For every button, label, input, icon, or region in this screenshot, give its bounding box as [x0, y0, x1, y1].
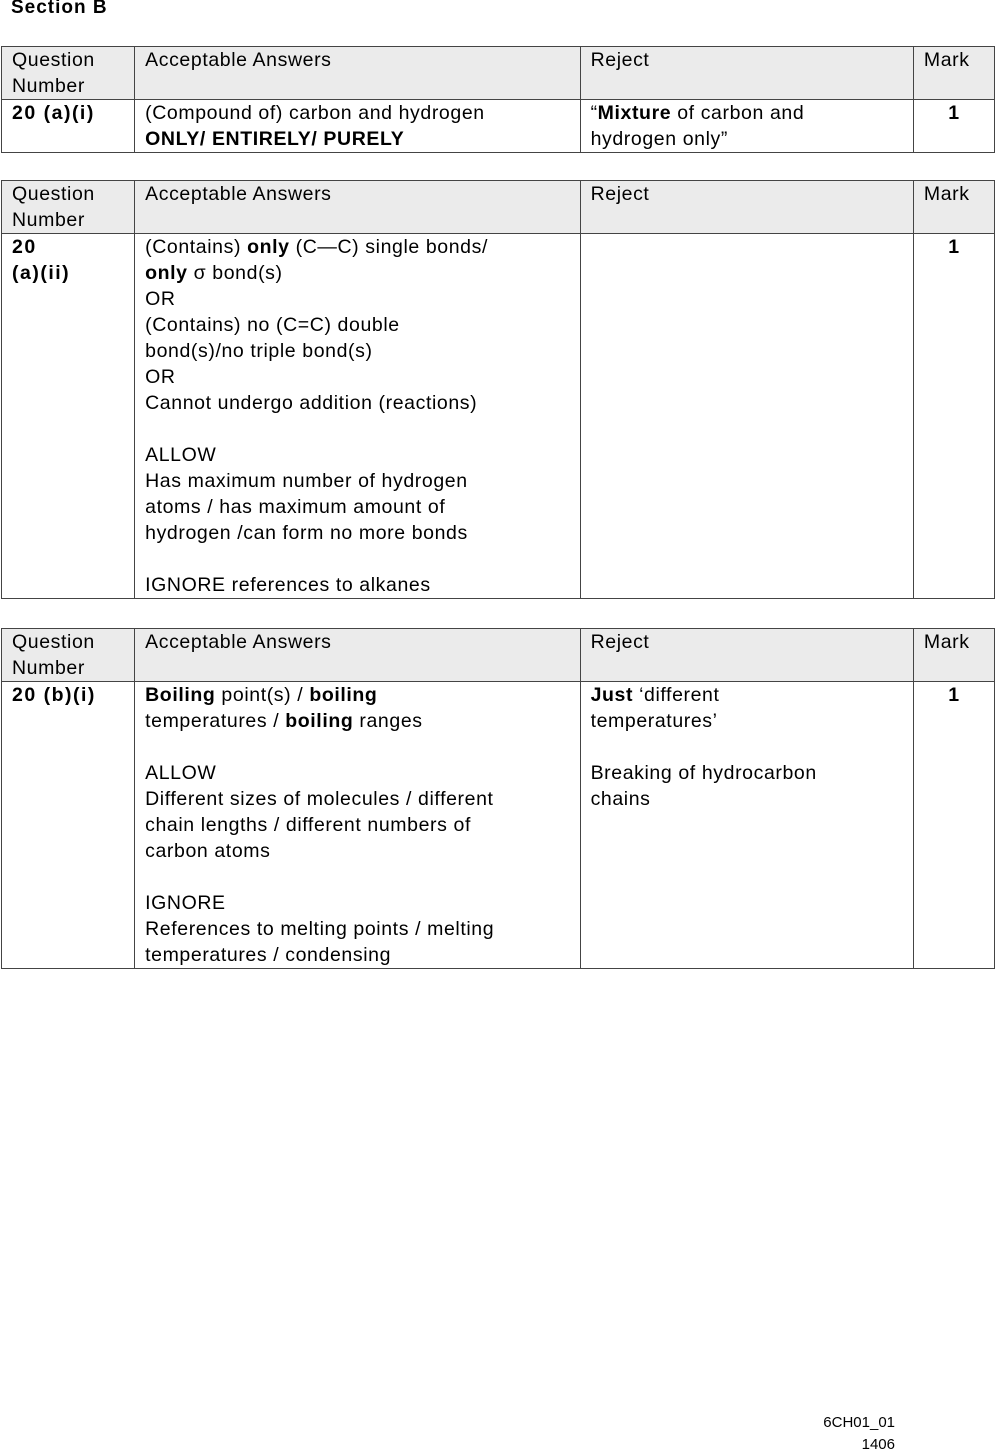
- page-footer: [823, 1412, 895, 1456]
- quote-open: “: [590, 102, 598, 124]
- answer-line: IGNORE: [145, 892, 226, 914]
- mark-scheme-table-20a-ii: [1, 180, 995, 599]
- answer-line: [145, 708, 571, 734]
- answer-line: ONLY/ ENTIRELY/ PURELY: [145, 128, 405, 150]
- section-title: Section B: [11, 0, 108, 18]
- reject-line: [591, 682, 905, 708]
- answer-line: Different sizes of molecules / different: [145, 788, 494, 810]
- answer-line: [145, 234, 571, 260]
- answer-line: bond(s)/no triple bond(s): [145, 340, 373, 362]
- reject-cell: [580, 682, 913, 969]
- answer-line: [145, 734, 571, 760]
- answer-line: [145, 260, 571, 286]
- answer-line: [145, 416, 571, 442]
- header-mark: Mark: [913, 47, 994, 100]
- question-number: [2, 234, 135, 599]
- mark-value: 1: [913, 100, 994, 153]
- answer-text: (Contains): [145, 236, 248, 258]
- header-reject: Reject: [580, 47, 913, 100]
- reject-line: hydrogen only”: [590, 128, 728, 150]
- bold-term: only: [145, 262, 188, 284]
- reject-text: of carbon and: [671, 102, 805, 124]
- bold-term: boiling: [309, 684, 378, 706]
- answer-line: IGNORE references to alkanes: [145, 574, 431, 596]
- acceptable-answers-cell: [135, 234, 580, 599]
- answer-text: ranges: [353, 710, 423, 732]
- header-acceptable-answers: Acceptable Answers: [135, 629, 580, 682]
- header-question-number: Question Number: [2, 181, 135, 234]
- answer-line: atoms / has maximum amount of: [145, 496, 446, 518]
- header-reject: Reject: [580, 629, 913, 682]
- table-row: [2, 100, 995, 153]
- answer-line: hydrogen /can form no more bonds: [145, 522, 468, 544]
- table-header-row: [2, 47, 995, 100]
- answer-line: carbon atoms: [145, 840, 271, 862]
- header-question-number: Question Number: [2, 47, 135, 100]
- bold-term: only: [247, 236, 290, 258]
- mark-value: 1: [913, 234, 994, 599]
- reject-line: Breaking of hydrocarbon: [590, 762, 817, 784]
- answer-line: [145, 682, 571, 708]
- answer-line: (Compound of) carbon and hydrogen: [145, 102, 485, 124]
- reject-line: temperatures’: [590, 710, 718, 732]
- answer-text: point(s) /: [215, 684, 310, 706]
- reject-text: ‘different: [633, 684, 720, 706]
- answer-line: References to melting points / melting: [145, 918, 495, 940]
- question-number-line: 20: [12, 236, 37, 258]
- question-number: 20 (b)(i): [2, 682, 135, 969]
- answer-line: [145, 546, 571, 572]
- mark-scheme-table-20a-i: [1, 46, 995, 153]
- header-question-number: Question Number: [2, 629, 135, 682]
- bold-term: Boiling: [145, 684, 216, 706]
- answer-line: Has maximum number of hydrogen: [145, 470, 468, 492]
- answer-line: ALLOW: [145, 762, 217, 784]
- acceptable-answers-cell: [135, 682, 580, 969]
- reject-cell: [580, 234, 913, 599]
- reject-line: chains: [590, 788, 651, 810]
- reject-line: [591, 734, 905, 760]
- answer-line: Cannot undergo addition (reactions): [145, 392, 478, 414]
- answer-line: chain lengths / different numbers of: [145, 814, 471, 836]
- mark-value: 1: [913, 682, 994, 969]
- bold-term: Just: [590, 684, 634, 706]
- header-acceptable-answers: Acceptable Answers: [135, 181, 580, 234]
- answer-line: temperatures / condensing: [145, 944, 392, 966]
- table-header-row: [2, 181, 995, 234]
- bold-term: Mixture: [597, 102, 672, 124]
- paper-code: 6CH01_01: [823, 1414, 895, 1431]
- mark-scheme-table-20b-i: [1, 628, 995, 969]
- table-header-row: [2, 629, 995, 682]
- reject-cell: [580, 100, 913, 153]
- answer-text: σ bond(s): [187, 262, 283, 284]
- question-number: 20 (a)(i): [2, 100, 135, 153]
- header-reject: Reject: [580, 181, 913, 234]
- table-row: [2, 234, 995, 599]
- table-row: [2, 682, 995, 969]
- answer-line: OR: [145, 366, 176, 388]
- acceptable-answers-cell: [135, 100, 580, 153]
- answer-text: temperatures /: [145, 710, 286, 732]
- answer-line: OR: [145, 288, 176, 310]
- answer-line: [145, 864, 571, 890]
- question-number-line: (a)(ii): [12, 262, 71, 284]
- session-code: 1406: [861, 1436, 895, 1453]
- answer-text: (C—C) single bonds/: [289, 236, 488, 258]
- answer-line: ALLOW: [145, 444, 217, 466]
- answer-line: (Contains) no (C=C) double: [145, 314, 400, 336]
- bold-term: boiling: [285, 710, 354, 732]
- header-acceptable-answers: Acceptable Answers: [135, 47, 580, 100]
- header-mark: Mark: [913, 181, 994, 234]
- reject-line: [591, 100, 905, 126]
- header-mark: Mark: [913, 629, 994, 682]
